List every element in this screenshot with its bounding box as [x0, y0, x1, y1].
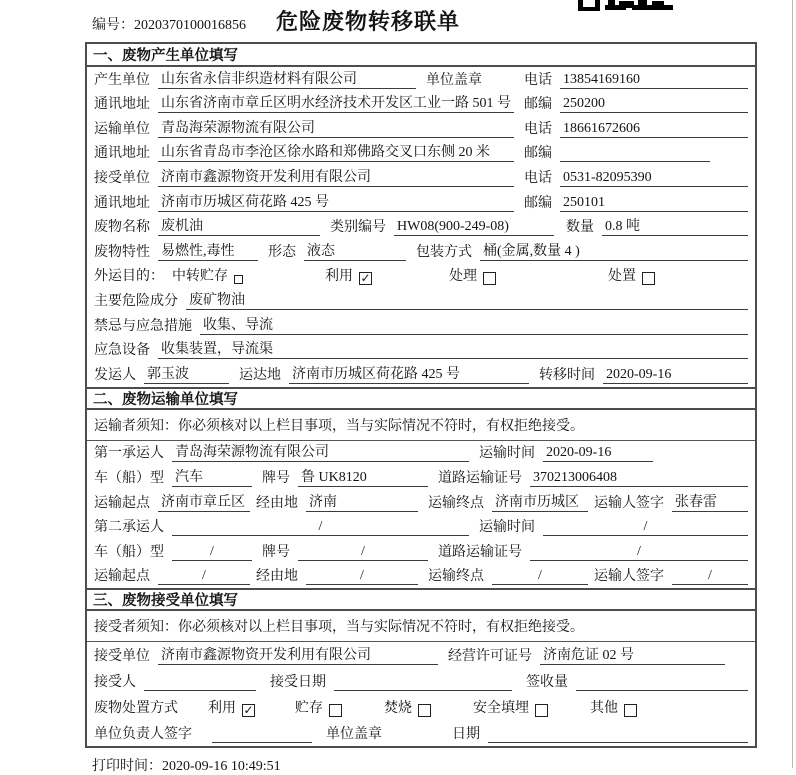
vehicle-type1-row: [87, 465, 755, 490]
disposal-landfill-option: [473, 697, 548, 717]
receiver-notice-text: 接受者须知：你必须核对以上栏目事项，当与实际情况不符时，有权拒绝接受。: [94, 620, 584, 636]
via1-label: 经由地: [256, 495, 298, 511]
purpose-treat-option: [449, 265, 496, 285]
purpose-use-option: [325, 265, 372, 285]
disposal-burn-option: [384, 697, 431, 717]
emergency-equipment-label: 应急设备: [94, 343, 150, 359]
disposal-burn-checkbox: [418, 704, 431, 717]
carrier-address-value: 山东省青岛市李沧区徐水路和郑佛路交叉口东侧 20 米: [158, 141, 514, 162]
transport-time1-value: 2020-09-16: [543, 445, 653, 462]
disposal-landfill-checkbox: [535, 704, 548, 717]
disposal-other-label: 其他: [590, 701, 618, 717]
shipper-label: 发运人: [94, 367, 136, 383]
plate1-label: 牌号: [262, 470, 290, 486]
via2-value: /: [306, 568, 418, 585]
waste-name-value: 废机油: [158, 215, 320, 236]
origin2-label: 运输起点: [94, 569, 150, 585]
carrier-label: 运输单位: [94, 121, 150, 137]
origin2-value: /: [158, 568, 250, 585]
sign1-label: 运输人签字: [594, 495, 664, 511]
print-time-label: 打印时间：: [92, 759, 162, 775]
second-carrier-row: [87, 515, 755, 540]
form-state-value: 液态: [304, 240, 406, 261]
acceptor-row: [87, 668, 755, 694]
category-label: 类别编号: [330, 220, 386, 236]
section1-body: [87, 67, 755, 387]
vehicle-type2-label: 车（船）型: [94, 544, 164, 560]
shipper-row: [87, 362, 755, 387]
receiver-row: [87, 165, 755, 190]
sign2-label: 运输人签字: [594, 569, 664, 585]
receiver-phone-value: 0531-82095390: [560, 170, 748, 187]
receiver-address-value: 济南市历城区荷花路 425 号: [158, 191, 514, 212]
origin1-label: 运输起点: [94, 495, 150, 511]
purpose-transfer-option: [172, 265, 243, 285]
carrier-value: 青岛海荣源物流有限公司: [158, 117, 514, 138]
disposal-landfill-label: 安全填埋: [473, 701, 529, 717]
purpose-use-check-icon: ✓: [360, 271, 371, 286]
sign2-value: /: [672, 568, 748, 585]
carrier-phone-label: 电话: [524, 121, 552, 137]
document-header: [0, 0, 796, 42]
transfer-date-label: 转移时间: [539, 367, 595, 383]
plate1-value: 鲁 UK8120: [298, 466, 428, 487]
carrier-notice-row: [87, 410, 755, 441]
hazard-components-row: [87, 288, 755, 313]
producer-zip-value: 250200: [560, 96, 748, 113]
accept-unit-row: [87, 642, 755, 668]
purpose-treat-checkbox: [483, 272, 496, 285]
quantity-value: 0.8 吨: [602, 215, 748, 236]
second-carrier-value: /: [172, 519, 469, 536]
via2-label: 经由地: [256, 569, 298, 585]
transfer-purpose-label: 外运目的：: [94, 269, 164, 285]
serial-number-label: 编号：: [92, 18, 134, 33]
shipper-value: 郭玉波: [144, 363, 229, 384]
vehicle-type2-row: [87, 539, 755, 564]
road-license1-value: 370213006408: [530, 470, 748, 487]
packing-label: 包装方式: [416, 244, 472, 260]
disposal-other-checkbox: [624, 704, 637, 717]
plate2-value: /: [298, 544, 428, 561]
disposal-other-option: [590, 697, 637, 717]
transport-time2-label: 运输时间: [479, 520, 535, 536]
section2-heading: 二、废物运输单位填写: [87, 387, 755, 410]
unit-seal2-label: 单位盖章: [326, 727, 382, 743]
purpose-dispose-label: 处置: [608, 269, 636, 285]
disposal-store-option: [295, 697, 342, 717]
waste-name-label: 废物名称: [94, 220, 150, 236]
purpose-treat-label: 处理: [449, 269, 477, 285]
section3-heading: 三、废物接受单位填写: [87, 588, 755, 611]
accept-unit-label: 接受单位: [94, 649, 150, 665]
acceptor-value: [144, 674, 256, 691]
section3-body: [87, 642, 755, 746]
receiver-notice-row: [87, 611, 755, 642]
quantity-label: 数量: [566, 220, 594, 236]
producer-address-value: 山东省济南市章丘区明水经济技术开发区工业一路 501 号: [158, 92, 514, 113]
vehicle-type1-value: 汽车: [172, 466, 252, 487]
receiver-address-label: 通讯地址: [94, 195, 150, 211]
accept-date-label: 接受日期: [270, 675, 326, 691]
carrier-address-row: [87, 141, 755, 166]
permit-label: 经营许可证号: [448, 649, 532, 665]
manager-signature-label: 单位负责人签字: [94, 727, 192, 743]
transport-time1-label: 运输时间: [479, 446, 535, 462]
road-license1-label: 道路运输证号: [438, 470, 522, 486]
receiver-zip-value: 250101: [560, 195, 748, 212]
receiver-address-row: [87, 190, 755, 215]
permit-value: 济南危证 02 号: [540, 644, 725, 665]
producer-phone-label: 电话: [524, 72, 552, 88]
destination-value: 济南市历城区荷花路 425 号: [289, 363, 529, 384]
waste-traits-label: 废物特性: [94, 244, 150, 260]
purpose-dispose-option: [608, 265, 655, 285]
form-state-label: 形态: [268, 244, 296, 260]
waste-name-row: [87, 215, 755, 240]
hazard-components-value: 废矿物油: [186, 289, 748, 310]
category-value: HW08(900-249-08): [394, 219, 554, 236]
transport-time2-value: /: [543, 519, 748, 536]
manifest-form: [85, 42, 757, 748]
disposal-use-checkbox: [242, 704, 255, 717]
page-title: 危险废物转移联单: [275, 9, 460, 34]
producer-row: [87, 67, 755, 92]
disposal-use-option: [208, 697, 255, 717]
disposal-method-label: 废物处置方式: [94, 701, 178, 717]
vehicle-type2-value: /: [172, 544, 252, 561]
plate2-label: 牌号: [262, 544, 290, 560]
carrier-phone-value: 18661672606: [560, 121, 748, 138]
purpose-transfer-label: 中转贮存: [172, 269, 228, 285]
disposal-burn-label: 焚烧: [384, 701, 412, 717]
accept-unit-value: 济南市鑫源物资开发利用有限公司: [158, 644, 438, 665]
first-carrier-value: 青岛海荣源物流有限公司: [172, 441, 469, 462]
received-qty-label: 签收量: [526, 675, 568, 691]
section2-body: [87, 441, 755, 589]
purpose-dispose-checkbox: [642, 272, 655, 285]
transfer-purpose-row: [87, 264, 755, 289]
packing-value: 桶(金属,数量 4 ): [480, 240, 748, 261]
route1-row: [87, 490, 755, 515]
end2-value: /: [492, 568, 588, 585]
waste-traits-row: [87, 239, 755, 264]
emergency-measures-label: 禁忌与应急措施: [94, 318, 192, 334]
end1-value: 济南市历城区: [492, 491, 588, 512]
disposal-use-label: 利用: [208, 701, 236, 717]
seal-date-value: [488, 726, 748, 743]
purpose-transfer-checkbox: [234, 275, 243, 284]
producer-label: 产生单位: [94, 72, 150, 88]
unit-seal-label: 单位盖章: [426, 72, 482, 88]
receiver-label: 接受单位: [94, 170, 150, 186]
waste-traits-value: 易燃性,毒性: [158, 240, 258, 261]
disposal-store-label: 贮存: [295, 701, 323, 717]
acceptor-label: 接受人: [94, 675, 136, 691]
second-carrier-label: 第二承运人: [94, 520, 164, 536]
destination-label: 运达地: [239, 367, 281, 383]
end1-label: 运输终点: [428, 495, 484, 511]
purpose-use-label: 利用: [325, 269, 353, 285]
first-carrier-label: 第一承运人: [94, 446, 164, 462]
receiver-phone-label: 电话: [524, 170, 552, 186]
producer-zip-label: 邮编: [524, 97, 552, 113]
emergency-measures-value: 收集、导流: [200, 314, 748, 335]
first-carrier-row: [87, 441, 755, 466]
disposal-store-checkbox: [329, 704, 342, 717]
producer-value: 山东省永信非织造材料有限公司: [158, 68, 416, 89]
carrier-zip-label: 邮编: [524, 146, 552, 162]
received-qty-value: [576, 674, 748, 691]
end2-label: 运输终点: [428, 569, 484, 585]
emergency-equipment-row: [87, 338, 755, 363]
accept-date-value: [334, 674, 512, 691]
road-license2-label: 道路运输证号: [438, 544, 522, 560]
carrier-notice-text: 运输者须知：你必须核对以上栏目事项，当与实际情况不符时，有权拒绝接受。: [94, 418, 584, 434]
print-time-value: 2020-09-16 10:49:51: [162, 759, 281, 775]
disposal-use-check-icon: ✓: [243, 703, 254, 718]
page-right-edge: [792, 0, 793, 768]
emergency-measures-row: [87, 313, 755, 338]
carrier-address-label: 通讯地址: [94, 146, 150, 162]
producer-phone-value: 13854169160: [560, 72, 748, 89]
sign1-value: 张春雷: [672, 491, 748, 512]
disposal-method-row: [87, 694, 755, 720]
seal-date-label: 日期: [452, 727, 480, 743]
qr-code-fragment: [578, 0, 674, 11]
carrier-zip-value: [560, 145, 710, 162]
road-license2-value: /: [530, 544, 748, 561]
emergency-equipment-value: 收集装置，导流渠: [158, 338, 748, 359]
transfer-date-value: 2020-09-16: [603, 367, 748, 384]
vehicle-type1-label: 车（船）型: [94, 470, 164, 486]
print-time-line: [92, 755, 796, 775]
manager-signature-value: [212, 726, 312, 743]
producer-address-row: [87, 92, 755, 117]
origin1-value: 济南市章丘区: [158, 491, 250, 512]
producer-address-label: 通讯地址: [94, 97, 150, 113]
via1-value: 济南: [306, 491, 418, 512]
manager-signature-row: [87, 720, 755, 746]
route2-row: [87, 564, 755, 589]
section1-heading: 一、废物产生单位填写: [87, 44, 755, 67]
purpose-use-checkbox: [359, 272, 372, 285]
serial-number-value: 2020370100016856: [134, 18, 246, 33]
hazard-components-label: 主要危险成分: [94, 293, 178, 309]
carrier-row: [87, 116, 755, 141]
receiver-value: 济南市鑫源物资开发利用有限公司: [158, 166, 514, 187]
receiver-zip-label: 邮编: [524, 195, 552, 211]
